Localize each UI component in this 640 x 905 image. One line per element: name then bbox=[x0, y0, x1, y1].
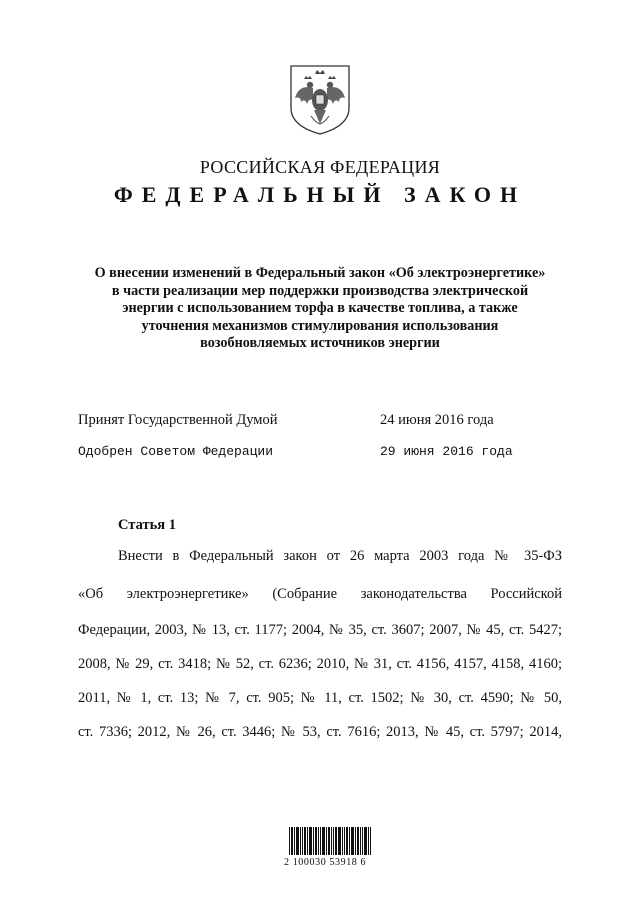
coat-of-arms-icon bbox=[289, 64, 351, 136]
article-text-line: Федерации, 2003, № 13, ст. 1177; 2004, № 35, ст. 3607; 2007, № 45, ст. 5427; bbox=[78, 622, 562, 638]
duma-adoption-date: 24 июня 2016 года bbox=[380, 412, 494, 428]
barcode-icon bbox=[289, 827, 371, 855]
law-title-line: возобновляемых источников энергии bbox=[200, 335, 440, 351]
council-approval-label: Одобрен Советом Федерации bbox=[78, 444, 274, 459]
article-text-line: Внести в Федеральный закон от 26 марта 2003 года № 35-ФЗ bbox=[118, 548, 562, 564]
article-heading: Статья 1 bbox=[118, 517, 176, 533]
article-text-line: 2011, № 1, ст. 13; № 7, ст. 905; № 11, ст. 1502; № 30, ст. 4590; № 50, bbox=[78, 690, 562, 706]
law-title-line: О внесении изменений в Федеральный закон «Об электроэнергетике» bbox=[94, 265, 546, 281]
law-title bbox=[70, 265, 570, 353]
article-text-line: «Об электроэнергетике» (Собрание законодательства Российской bbox=[78, 586, 562, 602]
law-title-line: в части реализации мер поддержки производства электрической bbox=[111, 282, 529, 299]
barcode-number: 2 100030 53918 6 bbox=[284, 857, 367, 868]
country-name: РОССИЙСКАЯ ФЕДЕРАЦИЯ bbox=[199, 157, 441, 177]
law-type-heading: ФЕДЕРАЛЬНЫЙ ЗАКОН bbox=[113, 182, 527, 207]
law-title-line: уточнения механизмов стимулирования использования bbox=[141, 317, 499, 334]
law-title-line: энергии с использованием торфа в качестве топлива, а также bbox=[122, 300, 518, 316]
article-text-line: 2008, № 29, ст. 3418; № 52, ст. 6236; 2010, № 31, ст. 4156, 4157, 4158, 4160; bbox=[78, 656, 562, 672]
council-approval-date: 29 июня 2016 года bbox=[380, 444, 513, 459]
duma-adoption-label: Принят Государственной Думой bbox=[78, 412, 278, 428]
article-text-line: ст. 7336; 2012, № 26, ст. 3446; № 53, ст. 7616; 2013, № 45, ст. 5797; 2014, bbox=[78, 724, 562, 740]
